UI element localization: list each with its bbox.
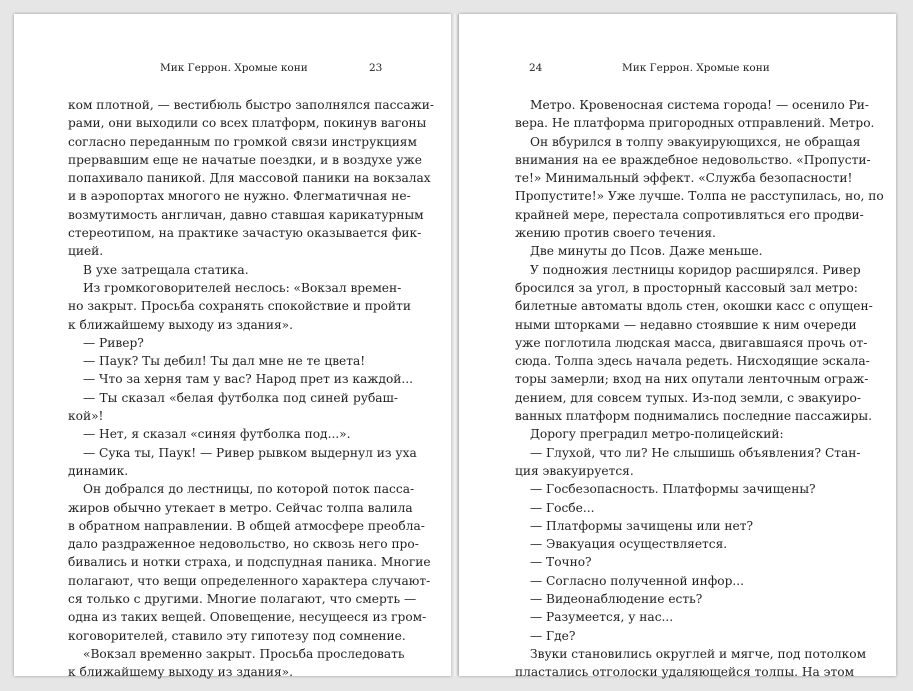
- text-line: те!» Минимальный эффект. «Служба безопасности!: [515, 171, 853, 186]
- text-line: — Где?: [530, 628, 576, 643]
- text-line: уже поглотила людская масса, двигавшаяся прочь от-: [515, 335, 868, 350]
- text-line: — Глухой, что ли? Не слышишь объявления? Стан-: [530, 445, 861, 460]
- text-line: стереотипом, на практике зачастую оказывается фик-: [68, 226, 422, 241]
- text-line: — Госбезопасность. Платформы зачищены?: [530, 482, 816, 497]
- book-gutter: [451, 14, 459, 676]
- text-line: билетные автоматы вдоль стен, окошки касс с опущен-: [515, 299, 873, 314]
- text-line: торы замерли; вход на них опутали ленточным ограж-: [515, 372, 869, 387]
- text-line: но закрыт. Просьба сохранять спокойствие и пройти: [68, 299, 411, 314]
- text-line: ция эвакуируется.: [515, 463, 634, 478]
- text-line: коговорителей, ставило эту гипотезу под сомнение.: [68, 628, 406, 643]
- text-line: ком плотной, — вестибюль быстро заполнялся пассажи-: [68, 98, 435, 112]
- text-line: — Разумеется, у нас...: [530, 610, 674, 625]
- text-line: Пропустите!» Уже лучше. Толпа не расступилась, но, по: [515, 189, 884, 204]
- text-line: пластались отголоски удаляющейся толпы. На этом: [515, 665, 855, 680]
- page-number: 23: [369, 62, 383, 74]
- text-line: попахивало паникой. Для массовой паники на вокзалах: [68, 171, 431, 186]
- text-line: вера. Не платформа пригородных отправлений. Метро.: [515, 116, 875, 131]
- text-line: — Сука ты, Паук! — Ривер рывком выдернул из уха: [83, 445, 417, 460]
- text-line: — Эвакуация осуществляется.: [530, 537, 728, 552]
- text-line: полагают, что вещи определенного характера случают-: [68, 573, 431, 588]
- text-line: — Платформы зачищены или нет?: [530, 518, 753, 533]
- text-line: прервавшим еще не начатые поездки, и в воздухе уже: [68, 152, 422, 167]
- running-title: Мик Геррон. Хромые кони: [160, 62, 308, 74]
- text-line: — Паук? Ты дебил! Ты дал мне не те цвета!: [83, 354, 366, 369]
- text-line: дало раздраженное недовольство, но сквозь него про-: [68, 537, 419, 552]
- text-line: — Госбе...: [530, 500, 595, 515]
- text-line: бивались и нотки страха, и подспудная паника. Многие: [68, 555, 431, 570]
- text-line: Из громкоговорителей неслось: «Вокзал времен-: [83, 280, 402, 295]
- page-text: [68, 96, 435, 682]
- text-line: и в аэропортах многого не нужно. Флегматичная не-: [68, 189, 411, 204]
- text-line: — Ривер?: [83, 335, 144, 350]
- text-line: к ближайшему выходу из здания».: [68, 665, 294, 680]
- text-line: дением, для совсем тупых. Из-под земли, с эвакуиро-: [515, 390, 861, 405]
- text-line: ными шторками — недавно стоявшие к ним очереди: [515, 317, 857, 332]
- text-line: — Видеонаблюдение есть?: [530, 592, 703, 607]
- text-line: цией.: [68, 244, 104, 259]
- text-line: одна из таких вещей. Оповещение, несущееся из гром-: [68, 610, 427, 625]
- text-line: крайней мере, перестала сопротивляться его продви-: [515, 207, 864, 222]
- text-line: Дорогу преградил метро-полицейский:: [530, 427, 784, 442]
- text-line: сюда. Толпа здесь начала редеть. Нисходящие эскала-: [515, 354, 870, 369]
- text-line: возмутимость англичан, давно ставшая карикатурным: [68, 207, 424, 222]
- text-line: — Нет, я сказал «синяя футболка под...».: [83, 427, 351, 442]
- text-line: «Вокзал временно закрыт. Просьба проследовать: [83, 646, 405, 661]
- text-line: ся только с другими. Многие полагают, что смерть —: [68, 592, 417, 607]
- text-line: кой»!: [68, 409, 104, 424]
- text-line: — Ты сказал «белая футболка под синей рубаш-: [83, 390, 398, 405]
- page-text: [515, 96, 884, 682]
- text-line: Метро. Кровеносная система города! — осенило Ри-: [530, 98, 870, 112]
- text-line: ванных платформ поднимались последние пассажиры.: [515, 409, 872, 424]
- text-line: Две минуты до Псов. Даже меньше.: [530, 244, 763, 259]
- text-line: — Точно?: [530, 555, 592, 570]
- text-line: В ухе затрещала статика.: [83, 262, 249, 277]
- text-line: — Что за херня там у вас? Народ прет из каждой...: [83, 372, 414, 387]
- left-page: [14, 14, 451, 680]
- text-line: динамик.: [68, 463, 129, 478]
- text-line: Он вбурился в толпу эвакуирующихся, не обращая: [530, 134, 861, 149]
- text-line: бросился за угол, в просторный кассовый зал метро:: [515, 280, 858, 295]
- text-line: жиров обычно утекает в метро. Сейчас толпа валила: [68, 500, 413, 515]
- text-line: к ближайшему выходу из здания».: [68, 317, 294, 332]
- text-line: рами, они выходили со всех платформ, покинув вагоны: [68, 116, 427, 131]
- right-page: [459, 14, 896, 680]
- page-number: 24: [529, 62, 543, 74]
- text-line: Он добрался до лестницы, по которой поток пасса-: [83, 482, 415, 497]
- running-title: Мик Геррон. Хромые кони: [622, 62, 770, 74]
- text-line: Звуки становились округлей и мягче, под потолком: [530, 646, 867, 661]
- text-line: в обратном направлении. В общей атмосфере преобла-: [68, 518, 425, 533]
- text-line: — Согласно полученной инфор...: [530, 573, 745, 588]
- text-line: внимания на ее враждебное недовольство. «Пропусти-: [515, 152, 871, 167]
- text-line: согласно переданным по громкой связи инструкциям: [68, 134, 417, 149]
- text-line: жению против своего течения.: [515, 226, 716, 241]
- text-line: У подножия лестницы коридор расширялся. Ривер: [530, 262, 861, 277]
